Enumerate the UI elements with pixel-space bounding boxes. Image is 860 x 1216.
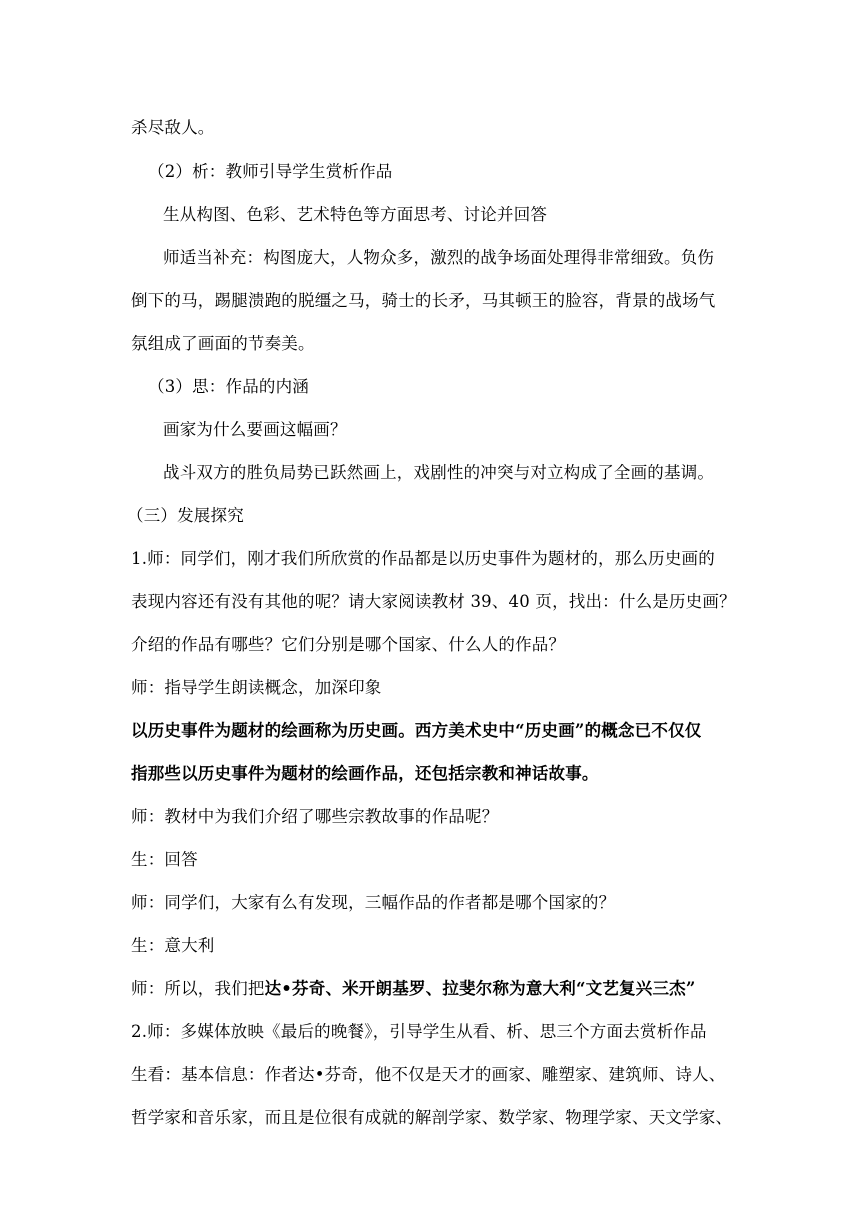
text-prefix: 师：所以，我们把 xyxy=(131,979,265,998)
definition-bold-line: 指那些以历史事件为题材的绘画作品，还包括宗教和神话故事。 xyxy=(131,764,599,783)
text-line: 生从构图、色彩、艺术特色等方面思考、讨论并回答 xyxy=(163,205,548,224)
section-heading: （2）析：教师引导学生赏析作品 xyxy=(148,162,393,181)
text-line: 生：意大利 xyxy=(131,936,215,955)
text-line xyxy=(131,978,741,1000)
text-line: 生看：基本信息：作者达•芬奇，他不仅是天才的画家、雕塑家、建筑师、诗人、 xyxy=(131,1065,726,1084)
text-line: 氛组成了画面的节奏美。 xyxy=(131,334,315,353)
text-line: 生：回答 xyxy=(131,850,198,869)
text-line: 战斗双方的胜负局势已跃然画上，戏剧性的冲突与对立构成了全画的基调。 xyxy=(163,463,715,482)
text-line: 表现内容还有没有其他的呢？请大家阅读教材 39、40 页，找出：什么是历史画？ xyxy=(131,592,736,611)
text-line: 介绍的作品有哪些？它们分别是哪个国家、什么人的作品？ xyxy=(131,635,566,654)
text-line: 画家为什么要画这幅画？ xyxy=(163,420,347,439)
text-line: 倒下的马，踢腿溃跑的脱缰之马，骑士的长矛，马其顿王的脸容，背景的战场气 xyxy=(131,291,716,310)
text-line: 师：指导学生朗读概念，加深印象 xyxy=(131,678,382,697)
text-line: 师：同学们，大家有么有发现，三幅作品的作者都是哪个国家的？ xyxy=(131,893,616,912)
text-line: 2.师：多媒体放映《最后的晚餐》，引导学生从看、析、思三个方面去赏析作品 xyxy=(131,1022,707,1041)
section-heading: （三）发展探究 xyxy=(127,506,244,525)
section-heading: （3）思：作品的内涵 xyxy=(148,377,309,396)
text-line: 哲学家和音乐家，而且是位很有成就的解剖学家、数学家、物理学家、天文学家、 xyxy=(131,1108,733,1127)
text-line: 师：教材中为我们介绍了哪些宗教故事的作品呢？ xyxy=(131,807,499,826)
bold-phrase: 达•芬奇、米开朗基罗、拉斐尔称为意大利“文艺复兴三杰” xyxy=(264,979,696,998)
definition-bold-line: 以历史事件为题材的绘画称为历史画。西方美术史中“历史画”的概念已不仅仅 xyxy=(131,721,702,740)
text-line: 师适当补充：构图庞大，人物众多，激烈的战争场面处理得非常细致。负伤 xyxy=(163,248,715,267)
text-line: 杀尽敌人。 xyxy=(131,118,215,137)
text-line: 1.师：同学们，刚才我们所欣赏的作品都是以历史事件为题材的，那么历史画的 xyxy=(131,549,715,568)
